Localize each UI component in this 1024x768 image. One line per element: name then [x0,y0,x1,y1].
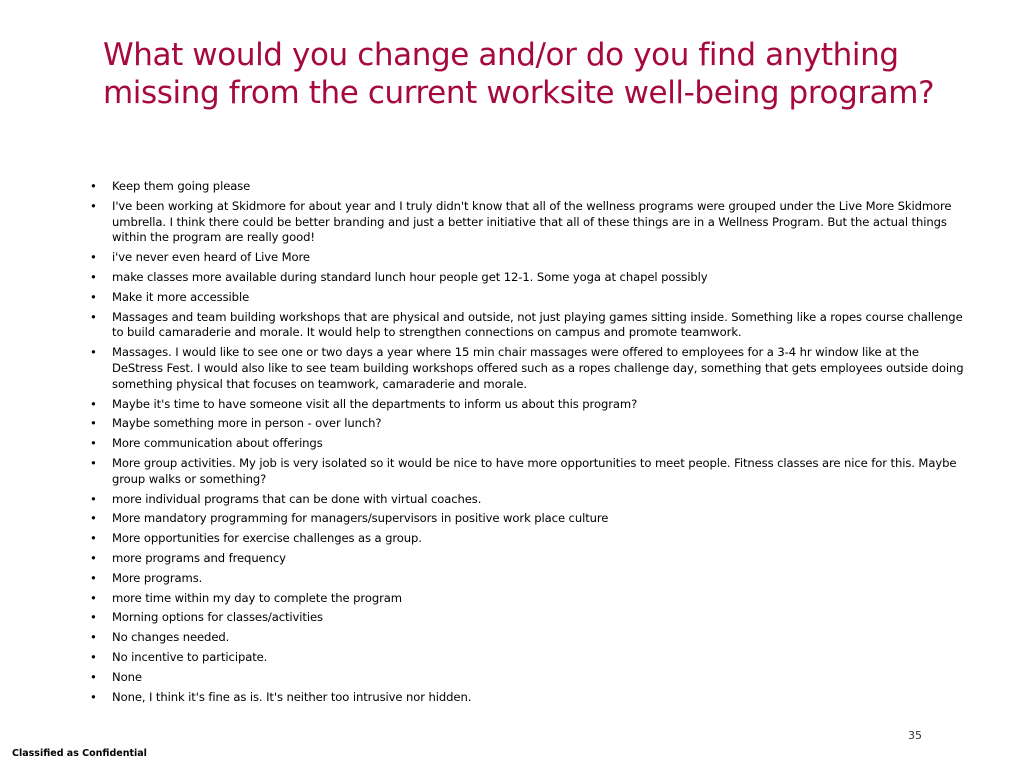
list-item: • Maybe something more in person - over lunch? [90,416,970,432]
list-item: • More mandatory programming for managers/supervisors in positive work place culture [90,511,970,527]
list-item: • None [90,670,970,686]
list-item: • More group activities. My job is very isolated so it would be nice to have more opportunities to meet people. Fitness classes are nice for this. Maybe group walks or something? [90,456,970,488]
list-item: • Massages and team building workshops that are physical and outside, not just playing games sitting inside. Something like a ropes course challenge to build camaraderie and morale. It would help to strengthen connections on campus and promote teamwork. [90,310,970,342]
list-item: • Maybe it's time to have someone visit all the departments to inform us about this program? [90,397,970,413]
classification-label: Classified as Confidential [12,748,147,759]
slide-title: What would you change and/or do you find anything missing from the current worksite well-being program? [103,37,935,111]
list-item: • No changes needed. [90,630,970,646]
list-item: • Keep them going please [90,179,970,195]
list-item: • Make it more accessible [90,290,970,306]
list-item: • make classes more available during standard lunch hour people get 12-1. Some yoga at chapel possibly [90,270,970,286]
list-item: • More programs. [90,571,970,587]
page-number: 35 [908,729,922,742]
response-list [90,179,970,709]
list-item: • No incentive to participate. [90,650,970,666]
list-item: • more time within my day to complete the program [90,591,970,607]
list-item: • More communication about offerings [90,436,970,452]
list-item: • More opportunities for exercise challenges as a group. [90,531,970,547]
list-item: • None, I think it's fine as is. It's neither too intrusive nor hidden. [90,690,970,706]
list-item: • I've been working at Skidmore for about year and I truly didn't know that all of the wellness programs were grouped under the Live More Skidmore umbrella. I think there could be better branding and just a better initiative that all of these things are in a Wellness Program. But the actual things within the program are really good! [90,199,970,246]
list-item: • Morning options for classes/activities [90,610,970,626]
list-item: • Massages. I would like to see one or two days a year where 15 min chair massages were offered to employees for a 3-4 hr window like at the DeStress Fest. I would also like to see team building workshops offered such as a ropes challenge day, something that gets employees outside doing something physical that focuses on teamwork, camaraderie and morale. [90,345,970,392]
list-item: • i've never even heard of Live More [90,250,970,266]
list-item: • more programs and frequency [90,551,970,567]
list-item: • more individual programs that can be done with virtual coaches. [90,492,970,508]
